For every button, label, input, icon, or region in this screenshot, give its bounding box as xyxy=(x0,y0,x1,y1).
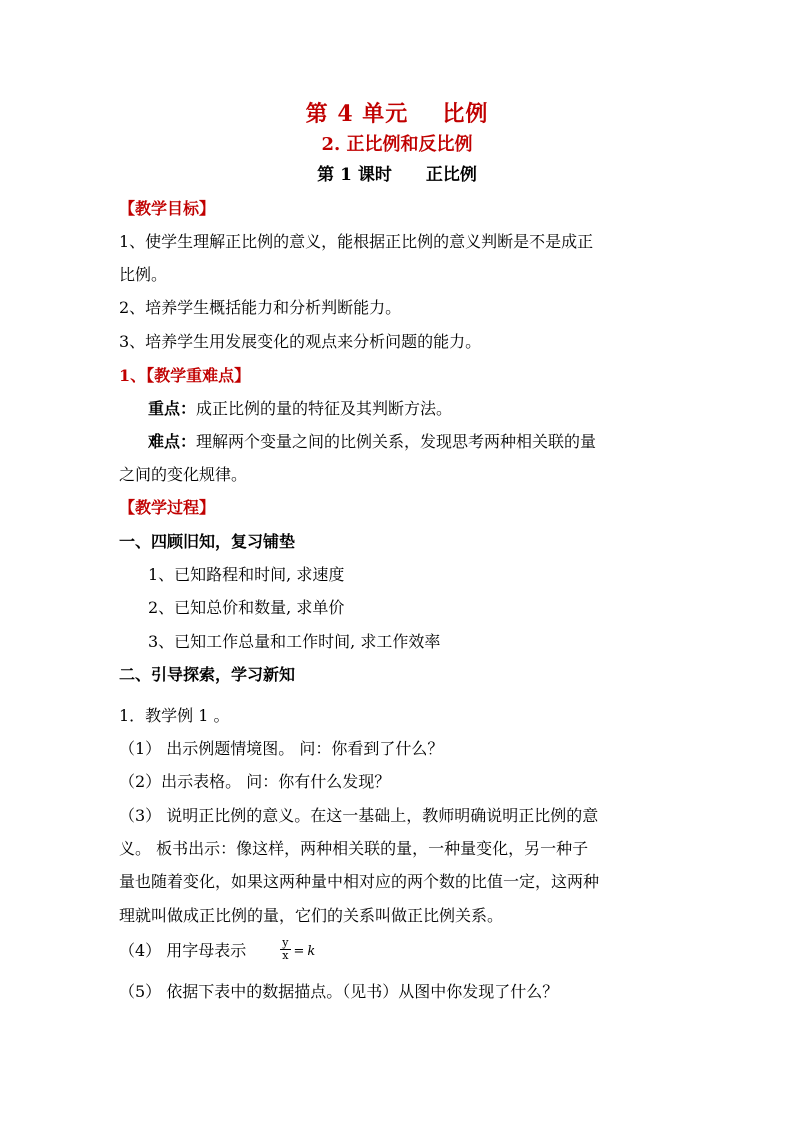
review-item-1: 1、已知路程和时间, 求速度 xyxy=(148,565,345,584)
review-item-2: 2、已知总价和数量, 求单价 xyxy=(148,598,345,617)
process-heading: 【教学过程】 xyxy=(119,498,216,517)
formula-denominator: x xyxy=(282,949,289,962)
step-4 xyxy=(119,936,679,964)
formula-fraction xyxy=(280,937,290,962)
difficulty-text: 理解两个变量之间的比例关系，发现思考两种相关联的量 xyxy=(196,432,597,451)
key-point-label: 重点： xyxy=(148,399,197,418)
part2-title: 二、引导探索，学习新知 xyxy=(119,665,296,684)
step-1: （1） 出示例题情境图。 问：你看到了什么？ xyxy=(119,739,444,758)
objective-1-line-1: 1、使学生理解正比例的意义，能根据正比例的意义判断是不是成正 xyxy=(119,232,594,251)
example-line: 1．教学例 1 。 xyxy=(119,706,230,725)
objective-2: 2、培养学生概括能力和分析判断能力。 xyxy=(119,298,402,317)
formula-equals: = xyxy=(293,943,305,959)
step-4-text: （4） 用字母表示 xyxy=(119,941,247,960)
step-3-line-2: 义。 板书出示：像这样，两种相关联的量，一种量变化，另一种子 xyxy=(119,839,589,858)
part1-title: 一、四顾旧知，复习铺垫 xyxy=(119,532,296,551)
key-point-text: 成正比例的量的特征及其判断方法。 xyxy=(196,399,453,418)
difficulty-line-1 xyxy=(148,432,708,452)
unit-number: 第 4 单元 xyxy=(305,101,409,127)
formula-numerator: y xyxy=(282,936,289,949)
difficulty-label: 难点： xyxy=(148,432,197,451)
keypoints-heading: 1、【教学重难点】 xyxy=(119,366,251,385)
lesson-title xyxy=(0,164,794,186)
lesson-number: 第 1 课时 xyxy=(317,165,392,185)
formula-constant: k xyxy=(307,943,316,959)
lesson-name: 正比例 xyxy=(425,165,477,185)
formula-tail xyxy=(294,944,316,959)
step-3-line-4: 理就叫做成正比例的量，它们的关系叫做正比例关系。 xyxy=(119,906,504,925)
objective-3: 3、培养学生用发展变化的观点来分析问题的能力。 xyxy=(119,332,482,351)
section-title: 2. 正比例和反比例 xyxy=(321,134,473,155)
objectives-heading: 【教学目标】 xyxy=(119,199,216,218)
objective-1-line-2: 比例。 xyxy=(119,265,168,284)
key-point xyxy=(148,399,708,419)
step-2: （2）出示表格。 问：你有什么发现？ xyxy=(119,772,391,791)
step-3-line-1: （3） 说明正比例的意义。在这一基础上，教师明确说明正比例的意 xyxy=(119,806,599,825)
step-5: （5） 依据下表中的数据描点。（见书）从图中你发现了什么？ xyxy=(119,982,559,1001)
unit-title xyxy=(0,100,794,128)
step-3-line-3: 量也随着变化，如果这两种量中相对应的两个数的比值一定，这两种 xyxy=(119,872,600,891)
review-item-3: 3、已知工作总量和工作时间, 求工作效率 xyxy=(148,632,441,651)
unit-subject: 比例 xyxy=(442,101,489,127)
difficulty-line-2: 之间的变化规律。 xyxy=(119,465,248,484)
